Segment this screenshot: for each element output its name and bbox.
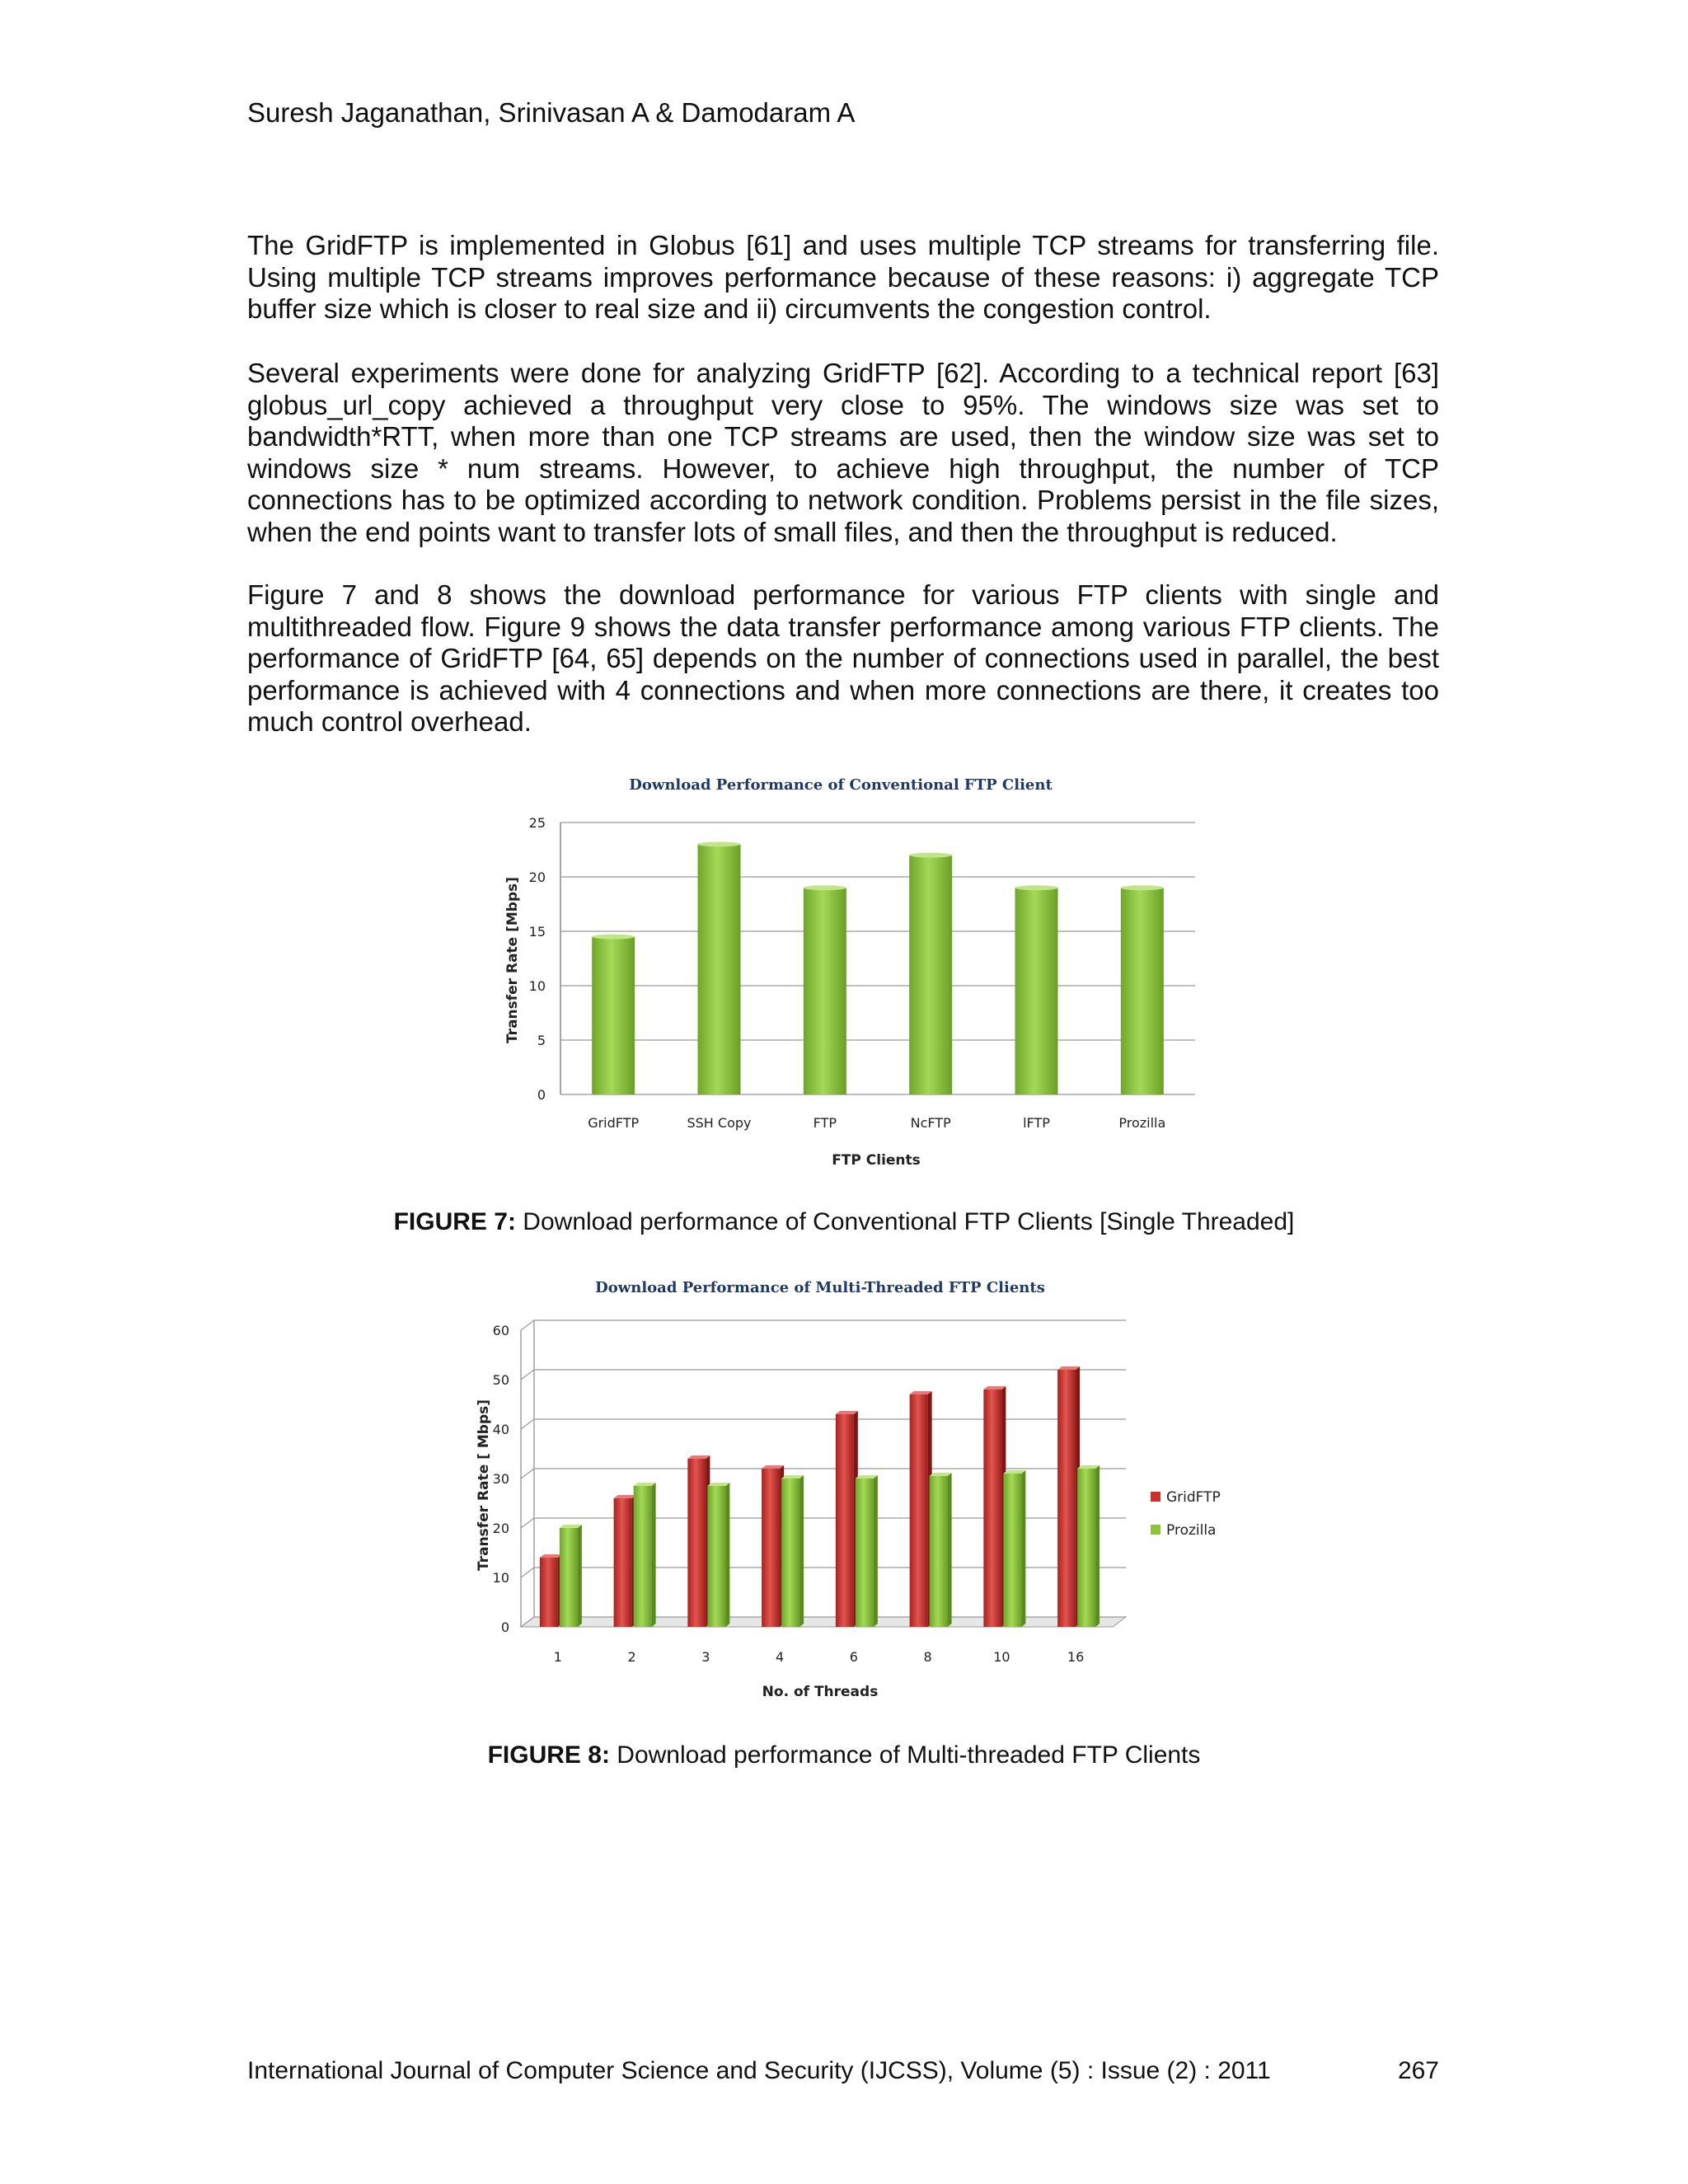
bar-side <box>874 1475 878 1627</box>
bar-face <box>781 1479 799 1627</box>
figure-7-chart <box>478 766 1220 1179</box>
gridline <box>521 1518 1126 1528</box>
legend-swatch-prozilla <box>1151 1525 1160 1535</box>
x-tick-label: lFTP <box>1023 1115 1050 1131</box>
y-tick-label: 5 <box>537 1033 546 1048</box>
bar-side <box>725 1483 729 1627</box>
x-tick-label: 8 <box>923 1649 932 1665</box>
bar-gridftp-4 <box>762 1465 784 1627</box>
x-tick-label: GridFTP <box>588 1115 640 1131</box>
legend-swatch-gridftp <box>1151 1492 1160 1502</box>
x-tick-label: FTP <box>813 1115 837 1131</box>
y-tick-label: 25 <box>528 815 546 831</box>
bar-prozilla-2 <box>634 1483 656 1627</box>
bar-prozilla-8 <box>930 1473 952 1627</box>
y-axis-label: Transfer Rate [ Mbps] <box>476 1399 492 1572</box>
chart-title: Download Performance of Conventional FTP Client <box>629 776 1053 794</box>
bar-gridftp-3 <box>687 1455 710 1627</box>
bar-top <box>698 841 741 846</box>
bar-gridftp-8 <box>910 1391 932 1627</box>
bar-face <box>762 1469 780 1627</box>
bar-gridftp-16 <box>1057 1366 1080 1627</box>
bar-prozilla-4 <box>781 1475 804 1627</box>
y-tick-label: 50 <box>492 1372 509 1388</box>
bar-prozilla-3 <box>707 1483 729 1627</box>
y-tick-label: 30 <box>492 1471 509 1487</box>
x-tick-label: 4 <box>776 1649 785 1665</box>
bar-top <box>1121 885 1164 890</box>
figure-8-caption <box>0 1741 1688 1769</box>
bar-face <box>1057 1370 1076 1627</box>
gridline <box>521 1568 1126 1577</box>
figure-8-text: Download performance of Multi-threaded FTP Clients <box>609 1741 1201 1769</box>
bar-face <box>910 1394 928 1627</box>
chart-floor <box>521 1617 1126 1627</box>
bar-side <box>948 1473 952 1627</box>
bar-face <box>540 1558 558 1627</box>
journal-citation: International Journal of Computer Science and Security (IJCSS), Volume (5) : Issue (2) : 2011 <box>247 2057 1271 2084</box>
bar-top <box>804 885 846 890</box>
y-tick-label: 0 <box>500 1619 509 1635</box>
bar-face <box>1077 1469 1095 1627</box>
bar-prozilla <box>1121 888 1164 1094</box>
chart-title: Download Performance of Multi-Threaded FTP Clients <box>595 1279 1045 1296</box>
bar-top <box>1015 885 1058 890</box>
bar-lftp <box>1015 888 1058 1094</box>
bar-side <box>1095 1465 1100 1627</box>
page-footer <box>247 2057 1439 2085</box>
x-tick-label: Prozilla <box>1118 1115 1166 1131</box>
bar-gridftp <box>592 937 635 1094</box>
bar-prozilla-6 <box>856 1475 878 1627</box>
running-header: Suresh Jaganathan, Srinivasan A & Damodaram A <box>247 97 856 128</box>
paragraph-experiments: Several experiments were done for analyzing GridFTP [62]. According to a technical report [63] globus_url_copy achieved a throughput very close to 95%. The windows size was set to bandwidth*RTT, when more than one TCP streams are used, then the window size was set to windows size * num streams. However, to achieve high throughput, the number of TCP connections has to be optimized according to network condition. Problems persist in the file sizes, when the end points want to transfer lots of small files, and then the throughput is reduced. <box>247 358 1439 547</box>
gridline <box>521 1320 1126 1330</box>
figure-7-caption <box>0 1208 1688 1236</box>
page-number: 267 <box>1397 2057 1439 2084</box>
bar-gridftp-2 <box>614 1495 636 1627</box>
paragraph-gridftp-intro: The GridFTP is implemented in Globus [61] and uses multiple TCP streams for transferring file. Using multiple TCP streams improves performance because of these reasons: i) aggregate TCP buffer size which is closer to real size and ii) circumvents the congestion control. <box>247 230 1439 324</box>
bar-face <box>836 1414 854 1627</box>
figure-7-label: FIGURE 7: <box>393 1208 516 1235</box>
bar-ssh-copy <box>698 844 741 1094</box>
bar-top <box>909 853 952 858</box>
gridline <box>521 1469 1126 1479</box>
bar-side <box>652 1483 656 1627</box>
bar-face <box>983 1390 1001 1627</box>
legend-label-gridftp: GridFTP <box>1166 1489 1221 1506</box>
figure-8-chart <box>462 1269 1286 1714</box>
gridline <box>521 1370 1126 1380</box>
bar-prozilla-10 <box>1003 1470 1025 1627</box>
bar-gridftp-1 <box>540 1554 562 1627</box>
x-tick-label: 10 <box>993 1649 1010 1665</box>
y-tick-label: 0 <box>537 1087 546 1103</box>
bar-side <box>578 1525 582 1627</box>
bar-gridftp-6 <box>836 1411 858 1627</box>
chart-legend <box>1151 1489 1221 1539</box>
bar-gridftp-10 <box>983 1386 1006 1627</box>
bar-ncftp <box>909 855 952 1094</box>
bar-face <box>614 1498 632 1627</box>
y-axis-label: Transfer Rate [Mbps] <box>504 876 521 1044</box>
bar-face <box>707 1486 725 1627</box>
legend-label-prozilla: Prozilla <box>1166 1522 1217 1539</box>
y-tick-label: 15 <box>528 924 546 940</box>
x-tick-label: 2 <box>627 1649 636 1665</box>
bar-face <box>930 1476 948 1627</box>
bar-top <box>592 935 635 940</box>
bar-face <box>1003 1474 1021 1627</box>
x-tick-label: NcFTP <box>910 1115 951 1131</box>
bar-prozilla-16 <box>1077 1465 1100 1627</box>
x-tick-label: 1 <box>553 1649 562 1665</box>
x-tick-label: SSH Copy <box>687 1115 752 1131</box>
bar-face <box>687 1459 706 1627</box>
bar-ftp <box>804 888 846 1094</box>
bar-face <box>560 1528 578 1627</box>
y-tick-label: 20 <box>528 869 546 885</box>
y-tick-label: 60 <box>492 1323 509 1338</box>
paragraph-figures-overview: Figure 7 and 8 shows the download performance for various FTP clients with single and multithreaded flow. Figure 9 shows the data transfer performance among various FTP clients. The performance of GridFTP [64, 65] depends on the number of connections used in parallel, the best performance is achieved with 4 connections and when more connections are there, it creates too much control overhead. <box>247 579 1439 737</box>
y-tick-label: 10 <box>528 978 546 994</box>
y-tick-label: 10 <box>492 1570 509 1586</box>
x-tick-label: 16 <box>1067 1649 1085 1665</box>
y-tick-label: 20 <box>492 1521 509 1536</box>
x-tick-label: 6 <box>849 1649 858 1665</box>
bar-side <box>1021 1470 1025 1627</box>
bar-prozilla-1 <box>560 1525 582 1627</box>
x-axis-label: FTP Clients <box>832 1152 921 1169</box>
y-tick-label: 40 <box>492 1422 509 1437</box>
x-tick-label: 3 <box>701 1649 710 1665</box>
figure-8-label: FIGURE 8: <box>487 1741 610 1769</box>
bar-side <box>799 1475 804 1627</box>
bar-face <box>634 1486 652 1627</box>
gridline <box>521 1419 1126 1429</box>
bar-face <box>856 1479 874 1627</box>
figure-7-text: Download performance of Conventional FTP Clients [Single Threaded] <box>515 1208 1295 1235</box>
x-axis-label: No. of Threads <box>762 1684 879 1700</box>
